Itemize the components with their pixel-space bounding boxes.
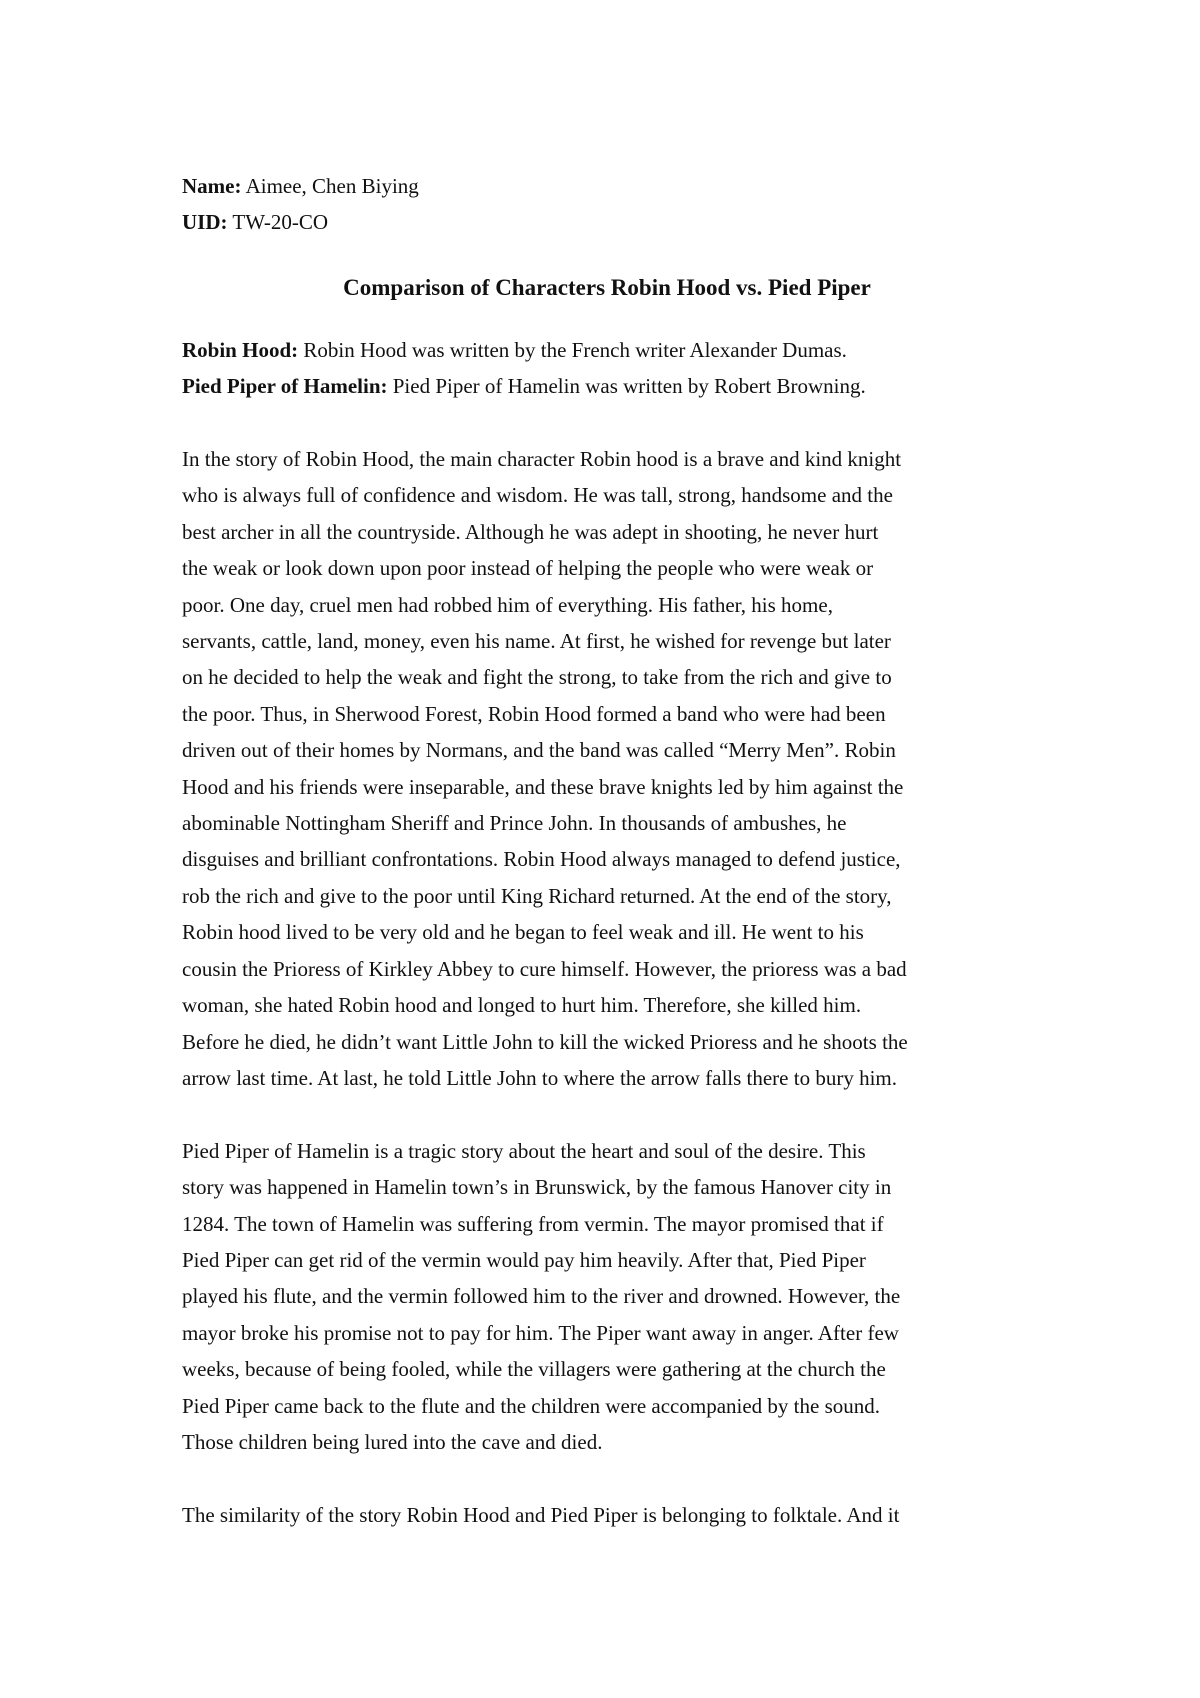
text-line: the poor. Thus, in Sherwood Forest, Robin Hood formed a band who were had been	[182, 701, 886, 726]
text-line: on he decided to help the weak and fight the strong, to take from the rich and give to	[182, 665, 892, 690]
text-line: arrow last time. At last, he told Little John to where the arrow falls there to bury him.	[182, 1065, 897, 1090]
text-line: Pied Piper came back to the flute and the children were accompanied by the sound.	[182, 1393, 881, 1418]
document-page	[182, 168, 1032, 1533]
text-line: abominable Nottingham Sheriff and Prince John. In thousands of ambushes, he	[182, 811, 847, 836]
author-label: Pied Piper of Hamelin:	[182, 374, 388, 399]
text-line: disguises and brilliant confrontations. Robin Hood always managed to defend justice,	[182, 847, 901, 872]
author-text: Pied Piper of Hamelin was written by Robert Browning.	[387, 374, 866, 399]
text-line: 1284. The town of Hamelin was suffering from vermin. The mayor promised that if	[182, 1211, 884, 1236]
text-line: Robin hood lived to be very old and he began to feel weak and ill. He went to his	[182, 920, 864, 945]
text-line: poor. One day, cruel men had robbed him of everything. His father, his home,	[182, 592, 833, 617]
document-title: Comparison of Characters Robin Hood vs. Pied Piper	[343, 274, 871, 300]
text-line: woman, she hated Robin hood and longed to hurt him. Therefore, she killed him.	[182, 993, 862, 1018]
text-line: mayor broke his promise not to pay for him. The Piper want away in anger. After few	[182, 1320, 899, 1345]
author-line-robin-hood	[182, 332, 1032, 368]
text-line: the weak or look down upon poor instead of helping the people who were weak or	[182, 556, 874, 581]
author-label: Robin Hood:	[182, 337, 299, 362]
text-line: servants, cattle, land, money, even his name. At first, he wished for revenge but later	[182, 629, 891, 654]
text-line: rob the rich and give to the poor until King Richard returned. At the end of the story,	[182, 883, 892, 908]
uid-value: TW-20-CO	[227, 210, 329, 235]
paragraph-robin-hood	[182, 441, 1032, 1096]
text-line: who is always full of confidence and wisdom. He was tall, strong, handsome and the	[182, 483, 893, 508]
name-value: Aimee, Chen Biying	[241, 174, 419, 198]
text-line: Hood and his friends were inseparable, and these brave knights led by him against the	[182, 774, 904, 799]
text-line: Pied Piper of Hamelin is a tragic story about the heart and soul of the desire. This	[182, 1138, 866, 1163]
text-line: Pied Piper can get rid of the vermin would pay him heavily. After that, Pied Piper	[182, 1247, 866, 1272]
text-line: story was happened in Hamelin town’s in Brunswick, by the famous Hanover city in	[182, 1175, 892, 1200]
name-label: Name:	[182, 174, 242, 198]
text-line: Those children being lured into the cave and died.	[182, 1429, 603, 1454]
author-text: Robin Hood was written by the French writer Alexander Dumas.	[298, 337, 847, 362]
uid-label: UID:	[182, 210, 228, 235]
paragraph-pied-piper	[182, 1133, 1032, 1461]
student-uid-line	[182, 204, 1032, 240]
authors-block	[182, 332, 1032, 405]
paragraph-similarity	[182, 1497, 1032, 1533]
author-line-pied-piper	[182, 368, 1032, 404]
text-line: driven out of their homes by Normans, and the band was called “Merry Men”. Robin	[182, 738, 896, 763]
student-name-line	[182, 168, 1032, 204]
text-line: weeks, because of being fooled, while the villagers were gathering at the church the	[182, 1357, 886, 1382]
text-line: played his flute, and the vermin followed him to the river and drowned. However, the	[182, 1284, 901, 1309]
text-line: cousin the Prioress of Kirkley Abbey to cure himself. However, the prioress was a bad	[182, 956, 907, 981]
text-line: Before he died, he didn’t want Little John to kill the wicked Prioress and he shoots the	[182, 1029, 908, 1054]
text-line: The similarity of the story Robin Hood and Pied Piper is belonging to folktale. And it	[182, 1502, 900, 1527]
text-line: In the story of Robin Hood, the main character Robin hood is a brave and kind knight	[182, 447, 902, 472]
text-line: best archer in all the countryside. Although he was adept in shooting, he never hurt	[182, 519, 879, 544]
